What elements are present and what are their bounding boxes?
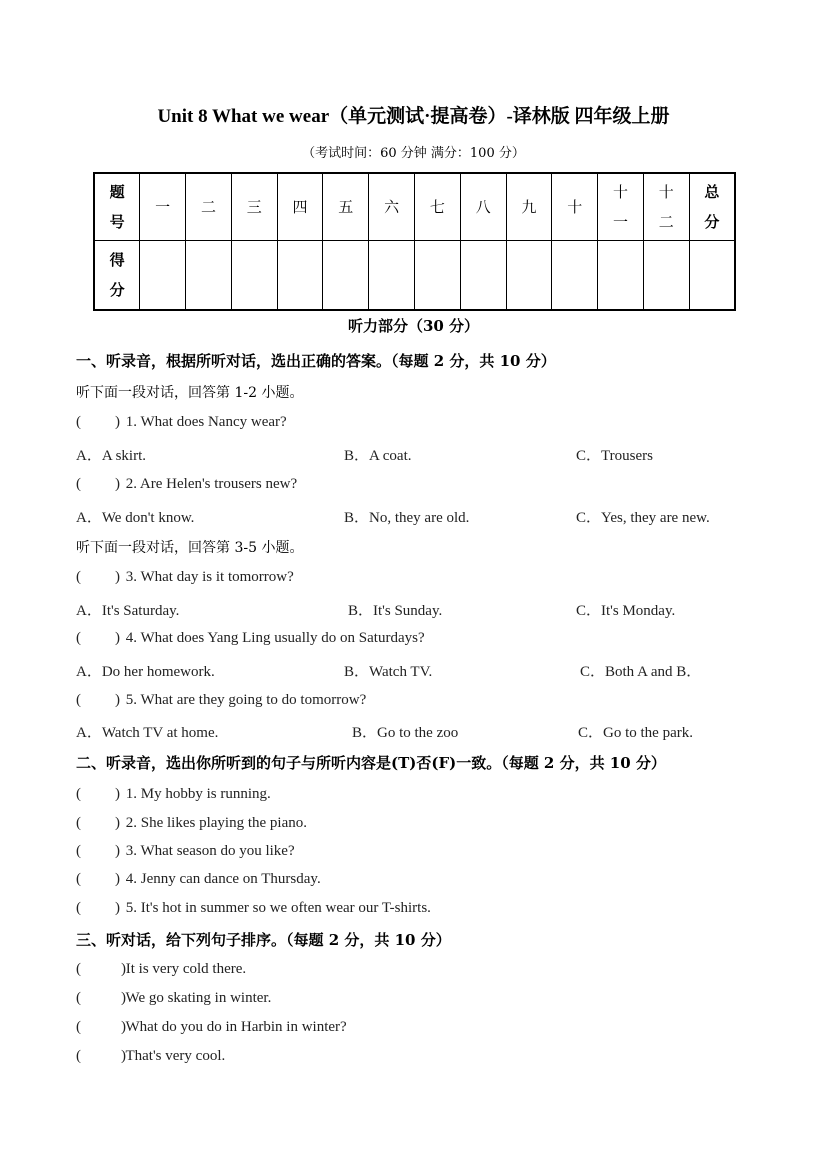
q4-option-c[interactable]: C．Both A and B． <box>580 664 702 680</box>
question-5: ( ) 5. What are they going to do tomorrow? <box>76 692 367 708</box>
column-header: 四 <box>277 173 323 241</box>
column-header: 六 <box>369 173 415 241</box>
score-cell[interactable] <box>323 241 369 311</box>
score-cell-total[interactable] <box>689 241 735 311</box>
answer-blank[interactable]: ( ) <box>76 414 120 430</box>
answer-blank[interactable]: ( ) <box>76 786 120 802</box>
listening-part-heading: 听力部分（30 分） <box>347 317 480 335</box>
section1-intro-1: 听下面一段对话，回答第 1-2 小题。 <box>76 385 304 401</box>
q5-option-c[interactable]: C．Go to the park. <box>578 725 693 741</box>
score-cell[interactable] <box>369 241 415 311</box>
section1-intro-2: 听下面一段对话，回答第 3-5 小题。 <box>76 540 304 556</box>
order-item: ( ) That's very cool. <box>76 1048 226 1064</box>
section3-heading: 三、听对话，给下列句子排序。（每题 2 分，共 10 分） <box>76 931 451 949</box>
score-table-header-row <box>94 173 735 241</box>
tf-item: ( ) 2. She likes playing the piano. <box>76 815 307 831</box>
row-label-score: 得 分 <box>94 241 140 311</box>
score-cell[interactable] <box>552 241 598 311</box>
column-header: 九 <box>506 173 552 241</box>
q1-option-b[interactable]: B．A coat. <box>344 448 412 464</box>
q5-option-b[interactable]: B．Go to the zoo <box>352 725 459 741</box>
exam-info: （考试时间：60 分钟 满分：100 分） <box>302 146 525 161</box>
score-cell[interactable] <box>140 241 186 311</box>
q2-option-b[interactable]: B．No, they are old. <box>344 510 470 526</box>
column-header: 十 二 <box>643 173 689 241</box>
answer-blank[interactable]: ( ) <box>76 1019 126 1035</box>
tf-item: ( ) 4. Jenny can dance on Thursday. <box>76 871 321 887</box>
column-header-total: 总 分 <box>689 173 735 241</box>
section2-heading: 二、听录音，选出你所听到的句子与所听内容是(T)否(F)一致。（每题 2 分，共 10 分） <box>76 754 666 772</box>
answer-blank[interactable]: ( ) <box>76 476 120 492</box>
q1-option-c[interactable]: C．Trousers <box>576 448 653 464</box>
order-item: ( ) We go skating in winter. <box>76 990 272 1006</box>
section1-heading: 一、听录音，根据所听对话，选出正确的答案。（每题 2 分，共 10 分） <box>76 352 556 370</box>
column-header: 十 <box>552 173 598 241</box>
score-cell[interactable] <box>506 241 552 311</box>
q2-option-c[interactable]: C．Yes, they are new. <box>576 510 710 526</box>
q4-option-a[interactable]: A．Do her homework. <box>76 664 215 680</box>
column-header: 三 <box>231 173 277 241</box>
answer-blank[interactable]: ( ) <box>76 630 120 646</box>
column-header: 五 <box>323 173 369 241</box>
score-cell[interactable] <box>186 241 232 311</box>
answer-blank[interactable]: ( ) <box>76 843 120 859</box>
answer-blank[interactable]: ( ) <box>76 569 120 585</box>
q4-option-b[interactable]: B．Watch TV. <box>344 664 433 680</box>
order-item: ( ) It is very cold there. <box>76 961 247 977</box>
q3-option-a[interactable]: A．It's Saturday. <box>76 603 180 619</box>
question-2: ( ) 2. Are Helen's trousers new? <box>76 476 298 492</box>
tf-item: ( ) 3. What season do you like? <box>76 843 295 859</box>
question-4: ( ) 4. What does Yang Ling usually do on Saturdays? <box>76 630 425 646</box>
q3-option-c[interactable]: C．It's Monday. <box>576 603 676 619</box>
answer-blank[interactable]: ( ) <box>76 692 120 708</box>
q3-option-b[interactable]: B．It's Sunday. <box>348 603 443 619</box>
score-cell[interactable] <box>414 241 460 311</box>
score-cell[interactable] <box>460 241 506 311</box>
answer-blank[interactable]: ( ) <box>76 1048 126 1064</box>
question-1: ( ) 1. What does Nancy wear? <box>76 414 287 430</box>
score-cell[interactable] <box>277 241 323 311</box>
answer-blank[interactable]: ( ) <box>76 990 126 1006</box>
column-header: 二 <box>186 173 232 241</box>
q5-option-a[interactable]: A．Watch TV at home. <box>76 725 219 741</box>
q1-option-a[interactable]: A．A skirt. <box>76 448 147 464</box>
row-label-question-number: 题 号 <box>94 173 140 241</box>
tf-item: ( ) 5. It's hot in summer so we often wear our T-shirts. <box>76 900 431 916</box>
answer-blank[interactable]: ( ) <box>76 900 120 916</box>
q2-option-a[interactable]: A．We don't know. <box>76 510 195 526</box>
column-header: 七 <box>414 173 460 241</box>
answer-blank[interactable]: ( ) <box>76 815 120 831</box>
score-table-score-row <box>94 241 735 311</box>
answer-blank[interactable]: ( ) <box>76 871 120 887</box>
score-table <box>93 172 736 311</box>
score-cell[interactable] <box>598 241 644 311</box>
answer-blank[interactable]: ( ) <box>76 961 126 977</box>
tf-item: ( ) 1. My hobby is running. <box>76 786 271 802</box>
score-cell[interactable] <box>231 241 277 311</box>
page-title: Unit 8 What we wear（单元测试·提高卷）-译林版 四年级上册 <box>157 106 670 127</box>
column-header: 一 <box>140 173 186 241</box>
column-header: 十 一 <box>598 173 644 241</box>
score-cell[interactable] <box>643 241 689 311</box>
question-3: ( ) 3. What day is it tomorrow? <box>76 569 294 585</box>
column-header: 八 <box>460 173 506 241</box>
order-item: ( ) What do you do in Harbin in winter? <box>76 1019 347 1035</box>
